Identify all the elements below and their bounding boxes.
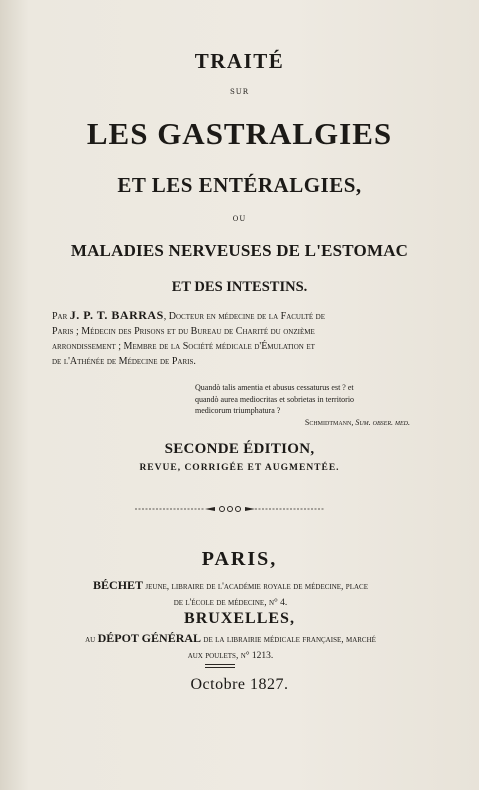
publisher-paris-line-1: jeune, libraire de l'académie royale de médecine, place xyxy=(145,582,368,592)
title-main: LES GASTRALGIES xyxy=(86,116,393,151)
author-credentials-3: arrondissement ; Membre de la Société médicale d'Émulation et xyxy=(52,341,315,352)
title-enteralgies: ET LES ENTÉRALGIES, xyxy=(117,173,362,197)
edition-title: SECONDE ÉDITION, xyxy=(164,441,315,457)
publisher-paris-name: BÉCHET xyxy=(93,578,144,592)
author-credentials-4: de l'Athénée de Médecine de Paris. xyxy=(52,356,196,367)
author-credentials-2: Paris ; Médecin des Prisons et du Bureau de Charité du onzième xyxy=(52,326,315,337)
double-rule-top xyxy=(205,664,235,665)
publisher-brux-pre: au xyxy=(85,635,96,645)
epigraph-line-1: Quandò talis amentia et abusus cessaturus est ? et xyxy=(195,383,354,392)
publisher-brux-line-2: aux poulets, n° 1213. xyxy=(187,651,274,661)
publisher-brux-line-1: de la librairie médicale française, marché xyxy=(203,635,376,645)
author-par: Par xyxy=(52,311,68,322)
publication-date: Octobre 1827. xyxy=(190,676,289,693)
epigraph-source-work: , Sum. obser. med. xyxy=(351,417,410,427)
epigraph-source xyxy=(195,417,410,429)
title-sur: SUR xyxy=(230,88,249,96)
ornament-divider xyxy=(135,504,325,514)
publisher-brux-name: DÉPOT GÉNÉRAL xyxy=(97,631,202,645)
author-block xyxy=(52,308,402,369)
edition-subtitle: REVUE, CORRIGÉE ET AUGMENTÉE. xyxy=(139,463,340,473)
title-maladies: MALADIES NERVEUSES DE L'ESTOMAC xyxy=(70,241,409,260)
author-name: J. P. T. BARRAS xyxy=(69,308,164,322)
title-intestins: ET DES INTESTINS. xyxy=(171,279,308,295)
publisher-paris xyxy=(48,577,413,611)
epigraph xyxy=(195,382,410,428)
publisher-bruxelles xyxy=(48,630,413,664)
epigraph-line-2: quandò aurea mediocritas et sobrietas in territorio xyxy=(195,394,355,404)
publisher-city-bruxelles: BRUXELLES, xyxy=(184,610,295,627)
title-ou: OU xyxy=(232,215,247,223)
double-rule-bottom xyxy=(205,667,235,668)
title-traite: TRAITÉ xyxy=(194,49,285,73)
epigraph-line-3: medicorum triumphatura ? xyxy=(195,406,281,415)
publisher-paris-line-2: de l'école de médecine, n° 4. xyxy=(173,598,288,608)
epigraph-source-name: Schmidtmann xyxy=(304,417,352,427)
publisher-city-paris: PARIS, xyxy=(201,548,278,570)
author-credentials-1: , Docteur en médecine de la Faculté de xyxy=(163,311,325,322)
